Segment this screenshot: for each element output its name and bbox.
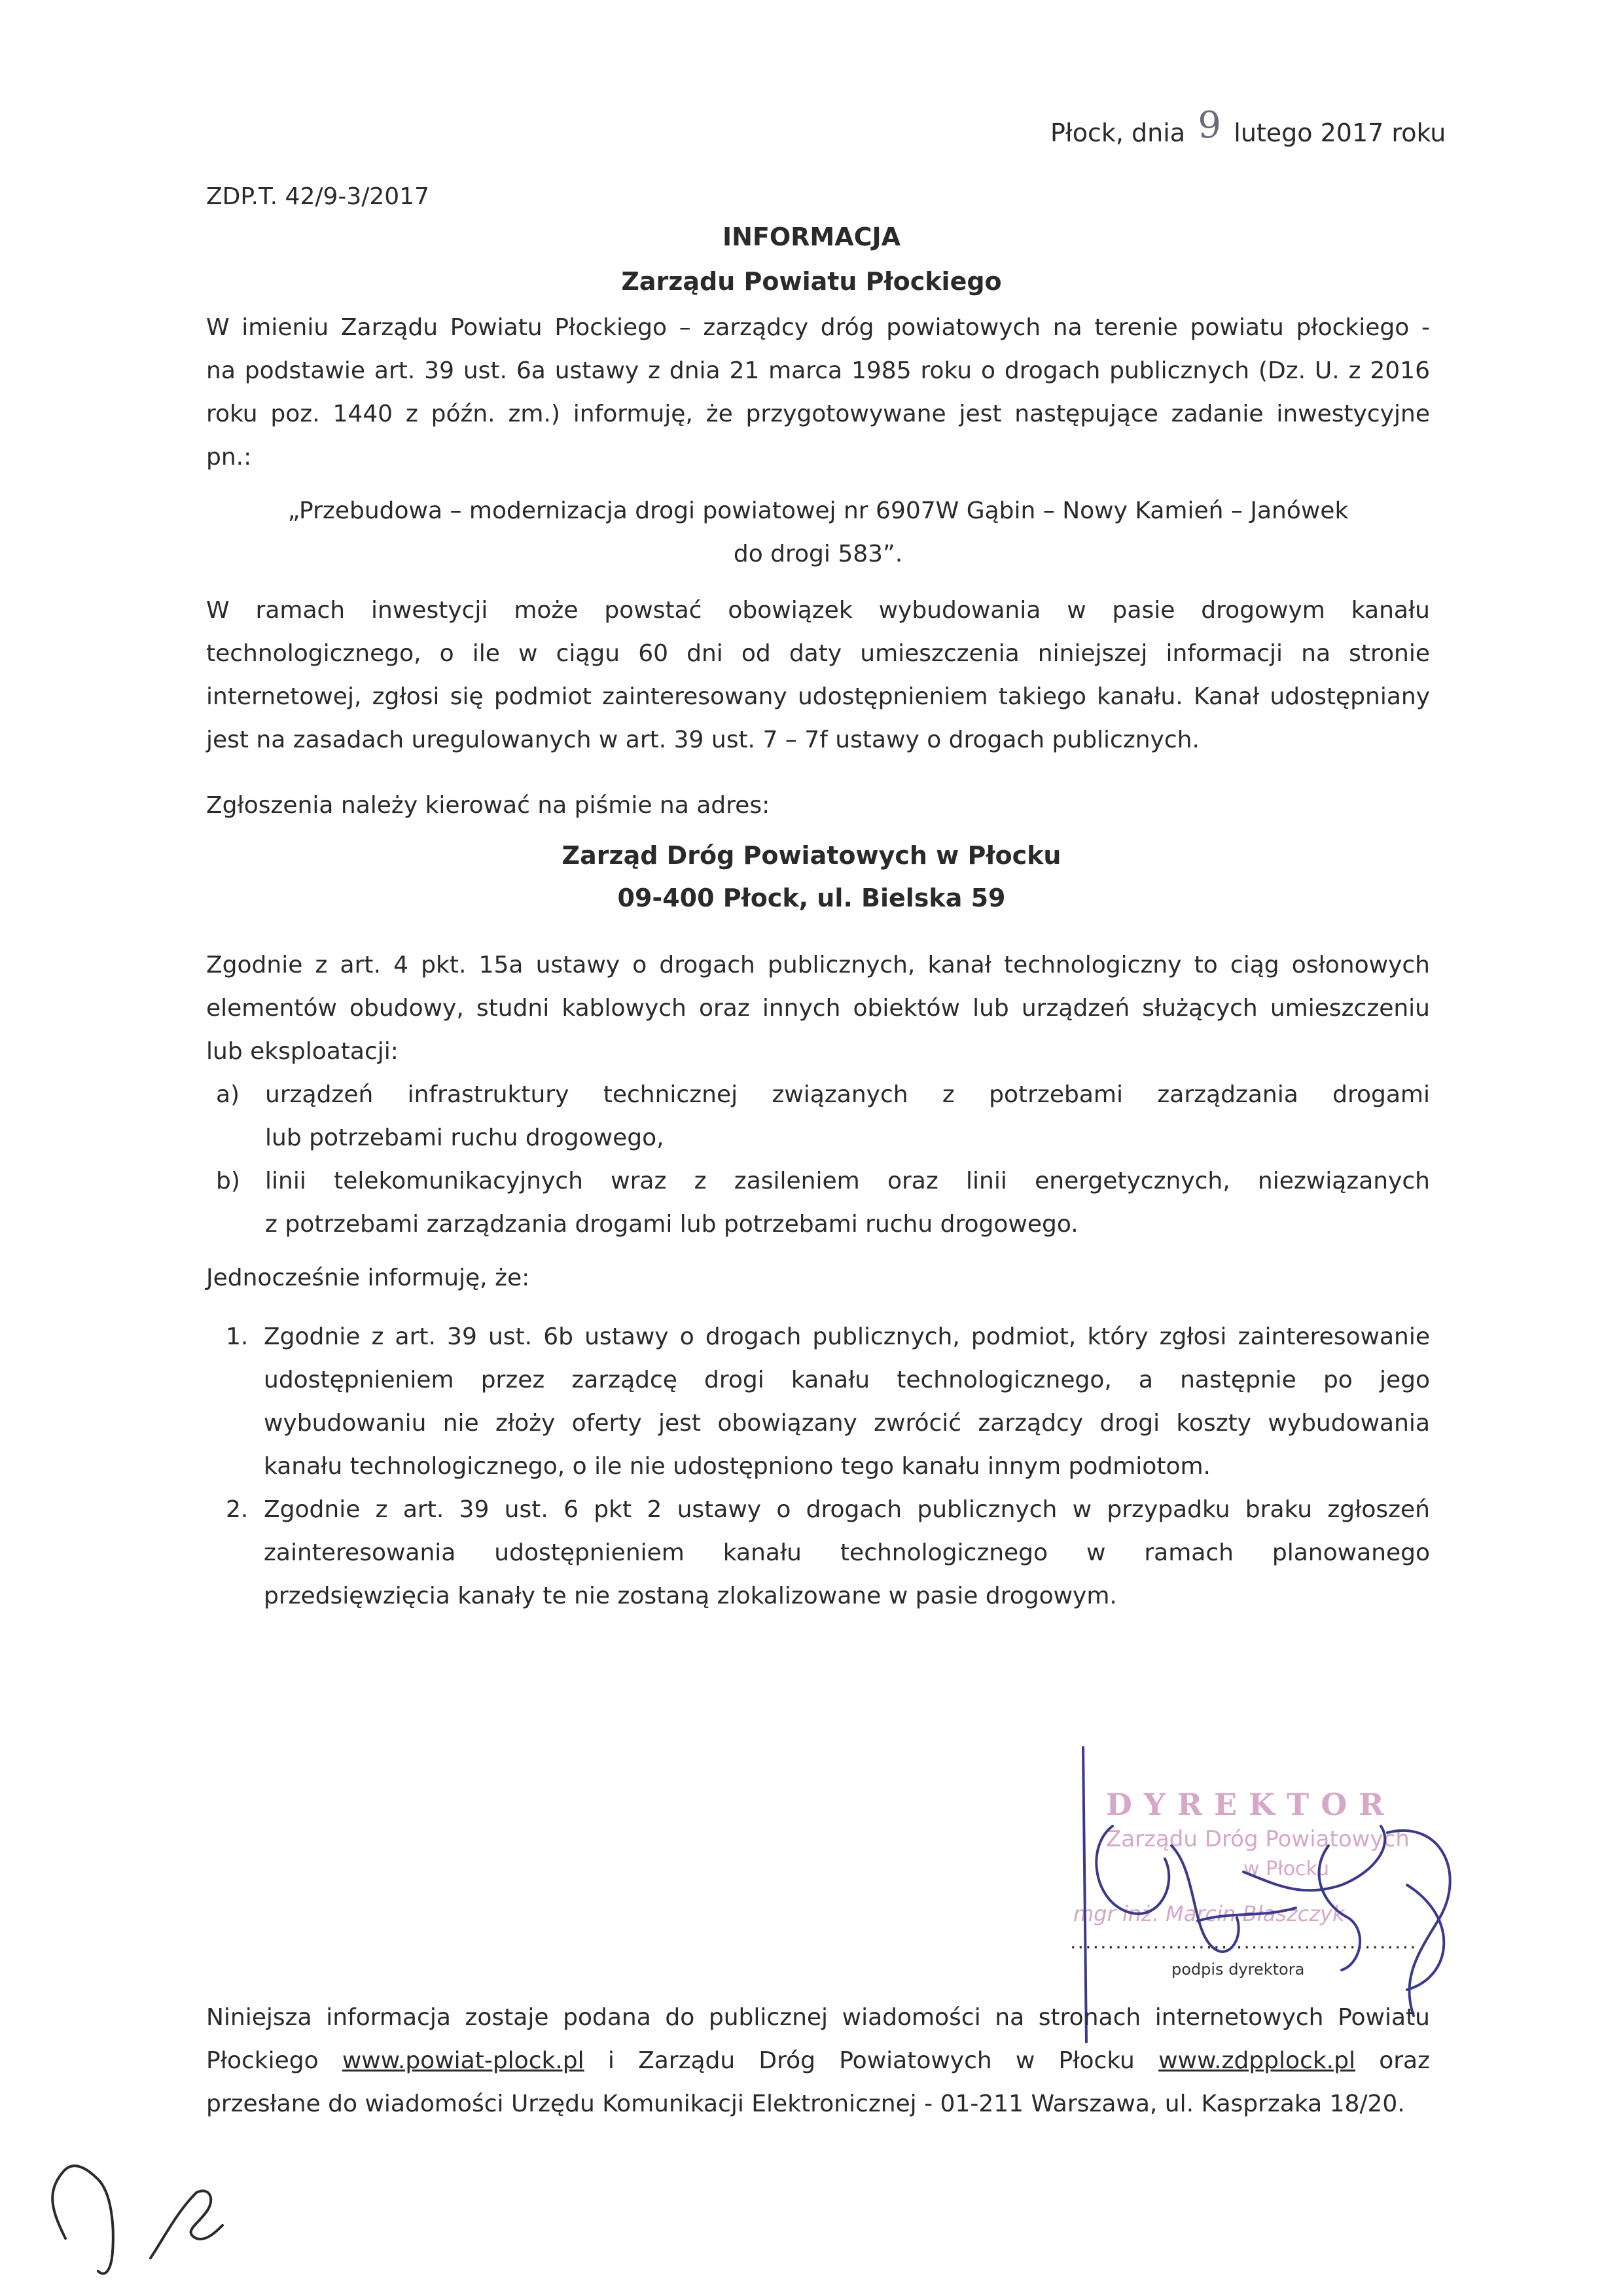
definition-line: Zgodnie z art. 4 pkt. 15a ustawy o drogach publicznych, kanał technologiczny to ciąg osłonowych: [206, 952, 1430, 978]
footer-text: i Zarządu Dróg Powiatowych w Płocku: [607, 2047, 1135, 2074]
item-line: wybudowaniu nie złoży oferty jest obowiązany zwrócić zarządcy drogi koszty wybudowania: [264, 1410, 1430, 1437]
address-street: 09-400 Płock, ul. Bielska 59: [617, 884, 1006, 912]
paragraph-line: internetowej, zgłosi się podmiot zainteresowany udostępnieniem takiego kanału. Kanał udostępniany: [206, 683, 1430, 710]
item-line: zainteresowania udostępnieniem kanału technologicznego w ramach planowanego: [264, 1539, 1430, 1566]
definition-line: elementów obudowy, studni kablowych oraz innych obiektów lub urządzeń służących umieszczeniu: [206, 995, 1430, 1022]
item-label: b): [216, 1168, 240, 1194]
item-line: kanału technologicznego, o ile nie udostępniono tego kanału innym podmiotom.: [264, 1453, 1211, 1480]
item-number: 2.: [226, 1496, 249, 1523]
investment-line: „Przebudowa – modernizacja drogi powiatowej nr 6907W Gąbin – Nowy Kamień – Janówek: [287, 497, 1349, 524]
reference-number: ZDP.T. 42/9-3/2017: [206, 183, 430, 210]
investment-line: do drogi 583”.: [733, 541, 903, 567]
submission-text: Zgłoszenia należy kierować na piśmie na adres:: [206, 792, 770, 819]
footer-text: oraz: [1379, 2047, 1430, 2074]
footer-line: [206, 2039, 1430, 2083]
item-line: Zgodnie z art. 39 ust. 6b ustawy o drogach publicznych, podmiot, który zgłosi zainteresowanie: [264, 1323, 1430, 1350]
definition-item-b: [216, 1160, 1430, 1246]
date-day-handwritten: 9: [1198, 104, 1221, 147]
footer-paragraph: [206, 1996, 1430, 2126]
signature-caption: podpis dyrektora: [1171, 1960, 1305, 1979]
address-name: Zarząd Dróg Powiatowych w Płocku: [562, 841, 1061, 870]
intro-paragraph: [206, 306, 1430, 479]
stamp-title: DYREKTOR: [1106, 1787, 1396, 1822]
signature-line: ..............................................: [1070, 1931, 1418, 1954]
paragraph-line: jest na zasadach uregulowanych w art. 39 ust. 7 – 7f ustawy o drogach publicznych.: [206, 726, 1200, 753]
paragraph-line: technologicznego, o ile w ciągu 60 dni od daty umieszczenia niniejszej informacji na stronie: [206, 640, 1430, 667]
investment-name: [206, 490, 1430, 576]
definition-paragraph: [206, 944, 1430, 1073]
item-line: urządzeń infrastruktury technicznej związanych z potrzebami zarządzania drogami: [265, 1081, 1430, 1108]
definition-line: lub eksploatacji:: [206, 1038, 399, 1065]
item-line: linii telekomunikacyjnych wraz z zasileniem oraz linii energetycznych, niezwiązanych: [265, 1168, 1430, 1194]
also-inform-text: Jednocześnie informuję, że:: [206, 1265, 530, 1291]
numbered-item-1: [226, 1316, 1430, 1488]
intro-line: roku poz. 1440 z późn. zm.) informuję, że przygotowywane jest następujące zadanie inwestycyjne: [206, 401, 1430, 427]
stamp-city: w Płocku: [1243, 1857, 1330, 1880]
stamp-office: Zarządu Dróg Powiatowych: [1106, 1826, 1410, 1852]
item-line: z potrzebami zarządzania drogami lub potrzebami ruchu drogowego.: [265, 1211, 1079, 1238]
definition-item-a: [216, 1073, 1430, 1160]
intro-line: na podstawie art. 39 ust. 6a ustawy z dnia 21 marca 1985 roku o drogach publicznych (Dz. U. z 2016: [206, 357, 1430, 384]
item-number: 1.: [226, 1323, 249, 1350]
document-title: INFORMACJA: [722, 223, 901, 251]
item-line: przedsięwzięcia kanały te nie zostaną zlokalizowane w pasie drogowym.: [264, 1583, 1117, 1609]
item-label: a): [216, 1081, 240, 1108]
item-line: Zgodnie z art. 39 ust. 6 pkt 2 ustawy o drogach publicznych w przypadku braku zgłoszeń: [264, 1496, 1430, 1523]
zdp-website-link[interactable]: www.zdpplock.pl: [1158, 2047, 1355, 2074]
item-line: udostępnieniem przez zarządcę drogi kanału technologicznego, a następnie po jego: [264, 1367, 1430, 1393]
stamp-name: mgr inż. Marcin Błaszczyk: [1073, 1901, 1345, 1926]
intro-line: W imieniu Zarządu Powiatu Płockiego – zarządcy dróg powiatowych na terenie powiatu płockiego -: [206, 314, 1430, 341]
intro-line: pn.:: [206, 444, 252, 471]
footer-line: Niniejsza informacja zostaje podana do publicznej wiadomości na stronach internetowych Powiatu: [206, 2004, 1430, 2031]
document-date: [1050, 104, 1446, 151]
item-line: lub potrzebami ruchu drogowego,: [265, 1124, 664, 1151]
paragraph-line: W ramach inwestycji może powstać obowiązek wybudowania w pasie drogowym kanału: [206, 597, 1430, 624]
date-suffix: lutego 2017 roku: [1234, 118, 1446, 147]
channel-paragraph: [206, 589, 1430, 762]
powiat-website-link[interactable]: www.powiat-plock.pl: [342, 2047, 584, 2074]
date-prefix: Płock, dnia: [1050, 118, 1186, 147]
footer-line: przesłane do wiadomości Urzędu Komunikacji Elektronicznej - 01-211 Warszawa, ul. Kasprzaka 18/20.: [206, 2090, 1405, 2117]
numbered-item-2: [226, 1488, 1430, 1618]
footer-text: Płockiego: [206, 2047, 319, 2074]
document-subtitle: Zarządu Powiatu Płockiego: [621, 267, 1002, 296]
